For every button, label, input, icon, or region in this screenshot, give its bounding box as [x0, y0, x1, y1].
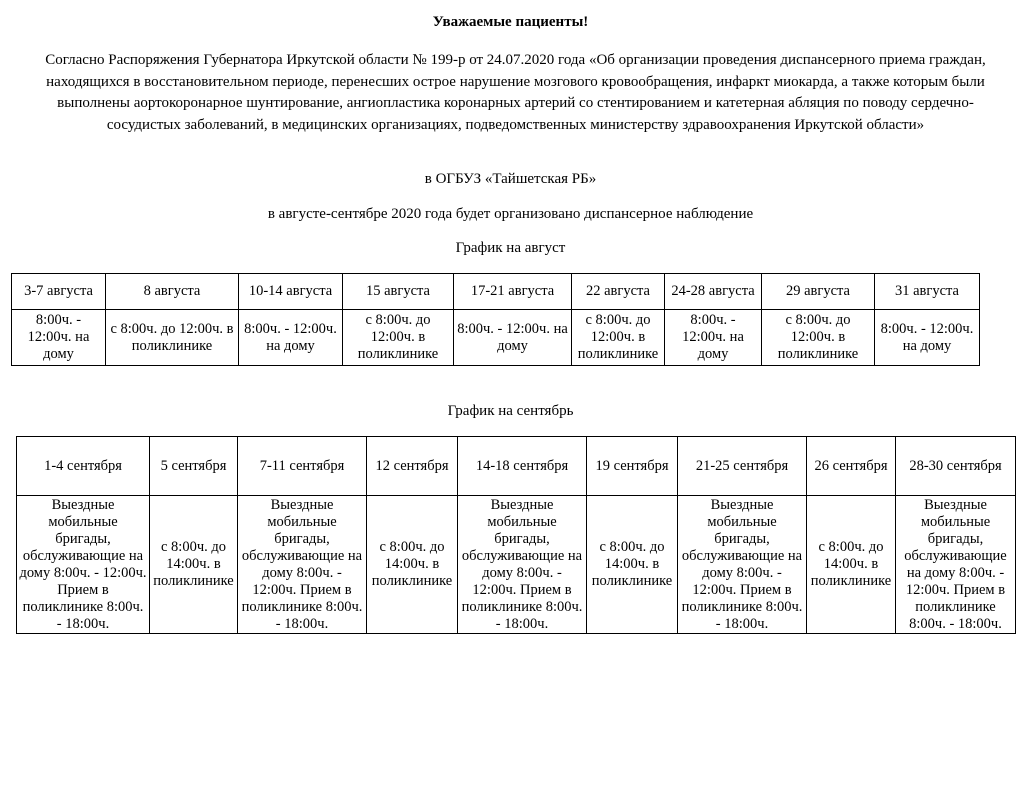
august-schedule-cell: с 8:00ч. до 12:00ч. в поликлинике [106, 310, 239, 366]
august-schedule-table [11, 273, 980, 366]
august-schedule-cell: 8:00ч. - 12:00ч. на дому [454, 310, 572, 366]
september-schedule-cell: Выездные мобильные бригады, обслуживающие на дому 8:00ч. - 12:00ч. Прием в поликлинике 8:00ч. - 18:00ч. [458, 496, 587, 634]
august-header-cell: 24-28 августа [665, 274, 762, 310]
september-schedule-cell: с 8:00ч. до 14:00ч. в поликлинике [807, 496, 896, 634]
august-header-row [12, 274, 980, 310]
september-schedule-cell: с 8:00ч. до 14:00ч. в поликлинике [150, 496, 238, 634]
september-schedule-cell: Выездные мобильные бригады, обслуживающие на дому 8:00ч. - 12:00ч. Прием в поликлинике 8:00ч. - 18:00ч. [17, 496, 150, 634]
september-schedule-cell: Выездные мобильные бригады, обслуживающие на дому 8:00ч. - 12:00ч. Прием в поликлинике 8:00ч. - 18:00ч. [238, 496, 367, 634]
september-header-cell: 7-11 сентября [238, 437, 367, 496]
september-header-cell: 1-4 сентября [17, 437, 150, 496]
august-schedule-row [12, 310, 980, 366]
organization-line: в ОГБУЗ «Тайшетская РБ» [424, 171, 597, 187]
august-schedule-heading: График на август [455, 240, 566, 256]
september-schedule-cell: с 8:00ч. до 14:00ч. в поликлинике [367, 496, 458, 634]
august-schedule-cell: с 8:00ч. до 12:00ч. в поликлинике [762, 310, 875, 366]
september-header-cell: 14-18 сентября [458, 437, 587, 496]
august-header-cell: 10-14 августа [239, 274, 343, 310]
september-header-cell: 5 сентября [150, 437, 238, 496]
august-schedule-cell: с 8:00ч. до 12:00ч. в поликлинике [572, 310, 665, 366]
august-schedule-cell: с 8:00ч. до 12:00ч. в поликлинике [343, 310, 454, 366]
intro-paragraph: Согласно Распоряжения Губернатора Иркутской области № 199-р от 24.07.2020 года «Об организации проведения диспансерного приема граждан, находящихся в восстановительном периоде, перенесших острое нарушение мозгового кровообращения, инфаркт миокарда, а также которым были выполнены аортокоронарное шунтирование, ангиопластика коронарных артерий со стентированием и катетерная абляция по поводу сердечно-сосудистых заболеваний, в медицинских организациях, подведомственных министерству здравоохранения Иркутской области» [45, 52, 986, 133]
september-schedule-cell: с 8:00ч. до 14:00ч. в поликлинике [587, 496, 678, 634]
notice-line: в августе-сентябре 2020 года будет организовано диспансерное наблюдение [267, 206, 754, 222]
september-header-cell: 21-25 сентября [678, 437, 807, 496]
september-schedule-table [16, 436, 1016, 634]
september-header-row [17, 437, 1016, 496]
august-header-cell: 8 августа [106, 274, 239, 310]
september-header-cell: 19 сентября [587, 437, 678, 496]
september-schedule-cell: Выездные мобильные бригады, обслуживающие на дому 8:00ч. - 12:00ч. Прием в поликлинике 8:00ч. - 18:00ч. [678, 496, 807, 634]
august-schedule-cell: 8:00ч. - 12:00ч. на дому [12, 310, 106, 366]
september-header-cell: 28-30 сентября [896, 437, 1016, 496]
september-header-cell: 12 сентября [367, 437, 458, 496]
august-schedule-cell: 8:00ч. - 12:00ч. на дому [875, 310, 980, 366]
september-schedule-heading: График на сентябрь [447, 403, 574, 419]
august-header-cell: 3-7 августа [12, 274, 106, 310]
august-header-cell: 17-21 августа [454, 274, 572, 310]
august-header-cell: 15 августа [343, 274, 454, 310]
august-header-cell: 29 августа [762, 274, 875, 310]
september-schedule-row [17, 496, 1016, 634]
august-header-cell: 22 августа [572, 274, 665, 310]
september-header-cell: 26 сентября [807, 437, 896, 496]
september-schedule-cell: Выездные мобильные бригады, обслуживающие на дому 8:00ч. - 12:00ч. Прием в поликлинике 8:00ч. - 18:00ч. [896, 496, 1016, 634]
august-header-cell: 31 августа [875, 274, 980, 310]
page-title: Уважаемые пациенты! [432, 14, 589, 30]
august-schedule-cell: 8:00ч. - 12:00ч. на дому [239, 310, 343, 366]
august-schedule-cell: 8:00ч. - 12:00ч. на дому [665, 310, 762, 366]
